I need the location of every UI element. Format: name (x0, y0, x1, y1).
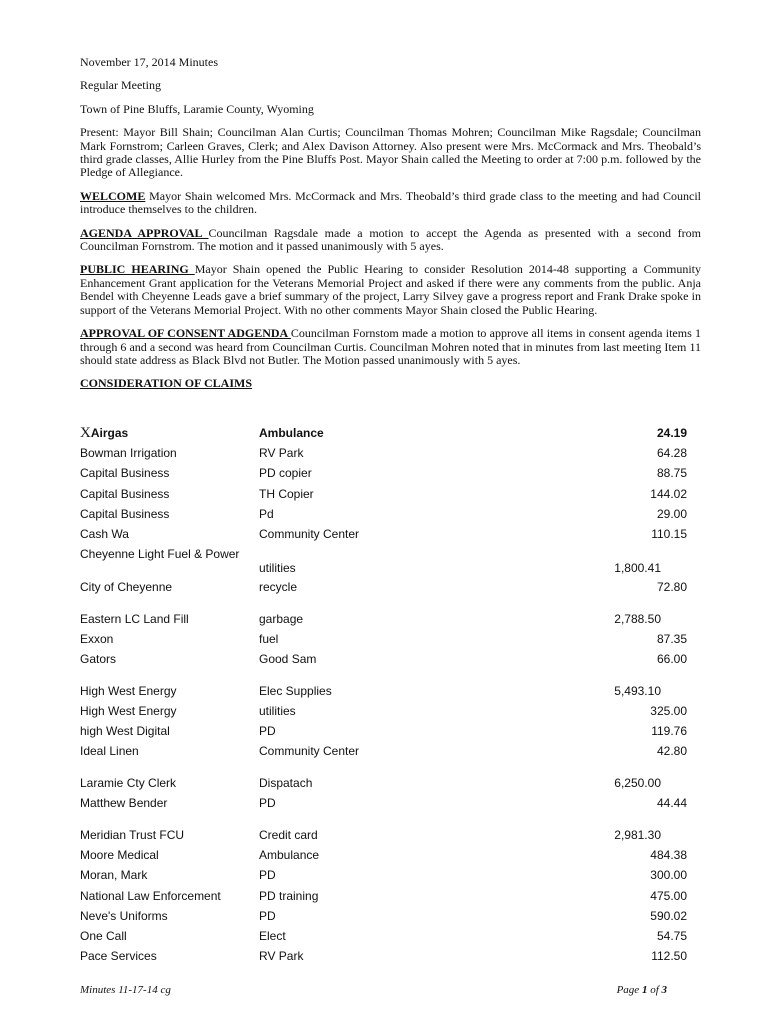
claims-purpose: Good Sam (259, 652, 317, 667)
claims-purpose: RV Park (259, 949, 304, 964)
claims-purpose: RV Park (259, 446, 304, 461)
claims-row (80, 681, 687, 701)
claims-vendor: Neve's Uniforms (80, 908, 168, 923)
claims-amount: 144.02 (650, 486, 687, 501)
welcome-heading: WELCOME (80, 188, 146, 203)
claims-vendor: Moore Medical (80, 848, 159, 863)
town-line: Town of Pine Bluffs, Laramie County, Wyoming (80, 101, 314, 116)
claims-vendor: Bowman Irrigation (80, 446, 177, 461)
footer-doc-id: Minutes 11-17-14 cg (80, 984, 171, 996)
claims-vendor: High West Energy (80, 683, 177, 698)
claims-vendor: high West Digital (80, 724, 170, 739)
claims-vendor: Meridian Trust FCU (80, 828, 185, 842)
claims-vendor: National Law Enforcement (80, 888, 221, 903)
claims-purpose: fuel (259, 632, 279, 646)
consent-section (80, 327, 701, 367)
claims-purpose: utilities (259, 561, 296, 576)
welcome-section (80, 190, 701, 217)
claims-row (80, 946, 687, 966)
claims-amount: 1,800.41 (614, 561, 661, 576)
claims-amount: 29.00 (656, 506, 687, 521)
x-mark-icon: X (80, 425, 91, 441)
claims-row (80, 423, 687, 443)
hearing-section (80, 263, 701, 317)
claims-amount: 72.80 (656, 580, 687, 595)
claims-vendor: Exxon (80, 632, 114, 646)
claims-row (80, 865, 687, 885)
claims-row (80, 926, 687, 946)
claims-vendor: Capital Business (80, 486, 170, 501)
claims-row (80, 845, 687, 865)
claims-row (80, 886, 687, 906)
claims-row (80, 793, 687, 813)
claims-title: CONSIDERATION OF CLAIMS (80, 376, 253, 391)
minutes-document (80, 56, 701, 395)
claims-row (80, 701, 687, 721)
claims-purpose: utilities (259, 704, 296, 719)
claims-row (80, 463, 687, 483)
claims-purpose: Community Center (259, 744, 360, 759)
claims-purpose: TH Copier (259, 486, 314, 501)
claims-row (80, 544, 687, 577)
claims-row (80, 484, 687, 504)
claims-amount: 110.15 (651, 526, 687, 541)
claims-row (80, 577, 687, 597)
claims-vendor: Moran, Mark (80, 868, 148, 883)
claims-row (80, 721, 687, 741)
claims-row (80, 629, 687, 649)
claims-amount: 119.76 (651, 724, 687, 739)
claims-vendor: XAirgas (80, 425, 129, 441)
claims-vendor: Cash Wa (80, 526, 129, 541)
claims-amount: 2,981.30 (614, 828, 661, 842)
claims-amount: 6,250.00 (614, 776, 661, 791)
claims-vendor: Capital Business (80, 466, 170, 481)
claims-vendor: Ideal Linen (80, 744, 139, 759)
claims-vendor: Eastern LC Land Fill (80, 611, 189, 626)
claims-row (80, 504, 687, 524)
claims-vendor: Capital Business (80, 506, 170, 521)
claims-purpose: Elec Supplies (259, 683, 332, 698)
claims-vendor: Laramie Cty Clerk (80, 776, 177, 791)
claims-amount: 112.50 (651, 949, 687, 964)
claims-vendor: Gators (80, 652, 117, 667)
claims-vendor: Cheyenne Light Fuel & Power (80, 547, 240, 562)
claims-body (80, 443, 687, 966)
welcome-text: Mayor Shain welcomed Mrs. McCormack and Mrs. Theobald’s third grade class to the meeting and had Council introduce themselves to the children. (80, 188, 701, 217)
claims-purpose: Community Center (259, 526, 360, 541)
claims-purpose: PD copier (259, 466, 312, 481)
page-number: Page 1 of 3 (616, 984, 667, 996)
claims-amount: 88.75 (656, 466, 687, 481)
claims-amount: 66.00 (656, 652, 687, 667)
hearing-text: Mayor Shain opened the Public Hearing to consider Resolution 2014-48 supporting a Community Enhancement Grant application for the Veterans Memorial Project and asked if there were any comments from the public. Anja Bendel with Cheyenne Leads gave a brief summary of the project, Larry Silvey gave a progress report and Frank Drake spoke in support of the Veterans Memorial Project. With no other comments Mayor Shain closed the Public Hearing. (80, 262, 701, 317)
claims-amount: 475.00 (650, 888, 687, 903)
claims-vendor: Matthew Bender (80, 796, 168, 811)
claims-purpose: PD (259, 868, 276, 883)
claims-amount: 54.75 (656, 928, 687, 943)
claims-amount: 44.44 (656, 796, 687, 811)
claims-row (80, 825, 687, 845)
claims-row (80, 773, 687, 793)
claims-amount: 64.28 (656, 446, 687, 461)
claims-row (80, 741, 687, 761)
claims-amount: 87.35 (656, 632, 687, 646)
claims-purpose: recycle (259, 580, 298, 595)
claims-amount: 24.19 (656, 426, 687, 440)
claims-purpose: Dispatach (259, 776, 313, 791)
page-footer (80, 984, 667, 996)
present-paragraph: Present: Mayor Bill Shain; Councilman Alan Curtis; Councilman Thomas Mohren; Councilman Mike Ragsdale; Councilman Mark Fornstrom; Carleen Graves, Clerk; and Alex Davison Attorney. Also present were Mrs. McCormack and Mrs. Theobald’s third grade classes, Allie Hurley from the Pine Bluffs Post. Mayor Shain called the Meeting to order at 7:00 p.m. followed by the Pledge of Allegiance. (80, 125, 701, 180)
consent-heading: APPROVAL OF CONSENT ADGENDA (80, 326, 291, 341)
consent-text: Councilman Fornstom made a motion to approve all items in consent agenda items 1 through 6 and a second was heard from Councilman Curtis. Councilman Mohren noted that in minutes from last meeting Item 11 should state address as Black Blvd not Butler. The Motion passed unanimously with 5 ayes. (80, 326, 702, 367)
claims-purpose: Credit card (259, 828, 318, 842)
date-line: November 17, 2014 Minutes (80, 55, 218, 69)
claims-vendor: Pace Services (80, 949, 157, 964)
claims-amount: 5,493.10 (614, 683, 661, 698)
claims-amount: 42.80 (656, 744, 687, 759)
claims-row (80, 524, 687, 544)
claims-amount: 325.00 (650, 704, 687, 719)
claims-purpose: PD (259, 908, 276, 923)
claims-purpose: PD (259, 796, 276, 811)
claims-row (80, 906, 687, 926)
claims-purpose: Ambulance (259, 848, 320, 863)
claims-vendor: High West Energy (80, 704, 177, 719)
claims-amount: 2,788.50 (614, 611, 661, 626)
hearing-heading: PUBLIC HEARING (80, 262, 195, 277)
claims-purpose: Ambulance (259, 426, 324, 440)
claims-purpose: Pd (259, 506, 274, 521)
agenda-heading: AGENDA APPROVAL (80, 225, 209, 240)
claims-purpose: Elect (259, 928, 286, 943)
claims-purpose: garbage (259, 611, 304, 626)
claims-purpose: PD training (259, 888, 319, 903)
meeting-type: Regular Meeting (80, 78, 161, 93)
claims-vendor: City of Cheyenne (80, 580, 173, 595)
claims-amount: 590.02 (650, 908, 687, 923)
claims-amount: 300.00 (650, 868, 687, 883)
claims-row (80, 609, 687, 629)
claims-purpose: PD (259, 724, 276, 739)
claims-row (80, 649, 687, 669)
agenda-section (80, 227, 701, 254)
claims-amount: 484.38 (650, 848, 687, 863)
claims-table (80, 423, 687, 966)
claims-vendor: One Call (80, 928, 127, 943)
claims-row (80, 443, 687, 463)
agenda-text: Councilman Ragsdale made a motion to accept the Agenda as presented with a second from Councilman Fornstrom. The motion and it passed unanimously with 5 ayes. (80, 225, 701, 254)
